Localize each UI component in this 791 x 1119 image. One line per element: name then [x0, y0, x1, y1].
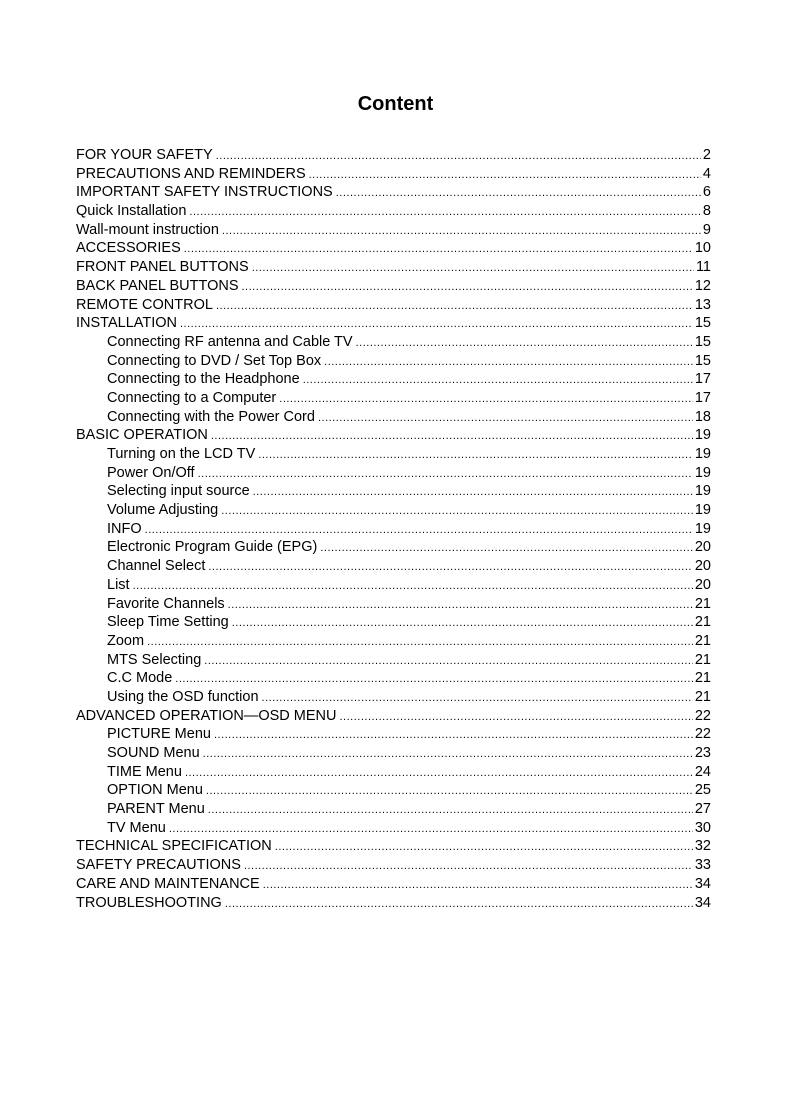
toc-entry-label: INFO [107, 520, 142, 537]
toc-dot-leader [208, 801, 693, 819]
toc-entry [76, 426, 711, 445]
toc-entry-page-number: 15 [694, 352, 711, 369]
toc-entry [76, 352, 711, 371]
toc-dot-leader [208, 558, 693, 576]
toc-dot-leader [320, 539, 693, 557]
toc-entry-label: Connecting with the Power Cord [107, 408, 315, 425]
toc-dot-leader [211, 427, 693, 445]
toc-entry-label: Connecting RF antenna and Cable TV [107, 333, 353, 350]
toc-entry-page-number: 17 [694, 389, 711, 406]
toc-entry-page-number: 30 [694, 819, 711, 836]
toc-entry [76, 464, 711, 483]
toc-entry [76, 763, 711, 782]
toc-entry-page-number: 19 [694, 520, 711, 537]
toc-entry-label: REMOTE CONTROL [76, 296, 213, 313]
toc-entry-page-number: 10 [694, 240, 711, 257]
toc-entry [76, 819, 711, 838]
toc-entry-page-number: 21 [694, 614, 711, 631]
toc-dot-leader [222, 222, 701, 240]
toc-entry-label: TV Menu [107, 819, 166, 836]
toc-dot-leader [216, 147, 701, 165]
toc-entry [76, 314, 711, 333]
toc-entry-page-number: 13 [694, 296, 711, 313]
toc-entry-label: Connecting to the Headphone [107, 371, 300, 388]
toc-dot-leader [214, 726, 693, 744]
toc-dot-leader [309, 166, 701, 184]
toc-entry [76, 370, 711, 389]
toc-entry-label: Quick Installation [76, 203, 187, 220]
toc-dot-leader [133, 577, 693, 595]
toc-dot-leader [147, 633, 693, 651]
toc-entry-label: Connecting to a Computer [107, 389, 277, 406]
toc-dot-leader [263, 876, 693, 894]
toc-entry-page-number: 2 [702, 147, 711, 163]
toc-dot-leader [185, 764, 693, 782]
toc-entry-label: ACCESSORIES [76, 240, 181, 257]
toc-entry-label: Volume Adjusting [107, 502, 219, 519]
toc-entry-label: FOR YOUR SAFETY [76, 147, 213, 163]
toc-entry-page-number: 19 [694, 464, 711, 481]
toc-entry [76, 875, 711, 894]
toc-entry-page-number: 8 [702, 203, 711, 220]
toc-entry-label: Connecting to DVD / Set Top Box [107, 352, 322, 369]
toc-entry-page-number: 21 [694, 651, 711, 668]
toc-dot-leader [145, 521, 693, 539]
toc-entry-page-number: 9 [702, 221, 711, 238]
toc-entry-page-number: 20 [694, 576, 711, 593]
table-of-contents [76, 146, 711, 912]
toc-dot-leader [262, 689, 693, 707]
toc-dot-leader [198, 465, 693, 483]
toc-entry-label: Sleep Time Setting [107, 614, 229, 631]
toc-dot-leader [336, 184, 701, 202]
toc-entry [76, 389, 711, 408]
toc-entry-label: Electronic Program Guide (EPG) [107, 539, 318, 556]
toc-entry-page-number: 22 [694, 707, 711, 724]
toc-entry [76, 613, 711, 632]
toc-dot-leader [324, 353, 693, 371]
toc-entry-page-number: 27 [694, 801, 711, 818]
toc-dot-leader [252, 259, 694, 277]
toc-entry [76, 894, 711, 913]
toc-entry [76, 595, 711, 614]
toc-entry-page-number: 17 [694, 371, 711, 388]
toc-entry [76, 258, 711, 277]
toc-dot-leader [318, 409, 693, 427]
toc-entry-label: BACK PANEL BUTTONS [76, 277, 239, 294]
toc-entry-page-number: 4 [702, 165, 711, 182]
toc-dot-leader [225, 895, 693, 913]
toc-entry-label: IMPORTANT SAFETY INSTRUCTIONS [76, 184, 333, 201]
toc-entry-label: Selecting input source [107, 483, 250, 500]
toc-entry [76, 239, 711, 258]
toc-entry-label: MTS Selecting [107, 651, 202, 668]
toc-dot-leader [206, 782, 693, 800]
toc-entry-page-number: 11 [695, 259, 711, 276]
toc-entry-page-number: 18 [694, 408, 711, 425]
toc-entry-label: Turning on the LCD TV [107, 446, 256, 462]
toc-entry-page-number: 19 [694, 446, 711, 462]
toc-dot-leader [232, 614, 693, 632]
toc-entry [76, 837, 711, 856]
toc-dot-leader [228, 596, 693, 614]
toc-entry-page-number: 20 [694, 558, 711, 575]
toc-entry-label: Zoom [107, 632, 145, 649]
toc-entry-page-number: 34 [694, 894, 711, 911]
toc-entry-page-number: 34 [694, 875, 711, 892]
toc-dot-leader [184, 240, 693, 258]
page-title: Content [357, 93, 434, 115]
toc-dot-leader [216, 297, 693, 315]
toc-entry-page-number: 19 [694, 427, 711, 444]
toc-entry-label: PARENT Menu [107, 801, 205, 818]
toc-dot-leader [221, 502, 693, 520]
toc-entry [76, 632, 711, 651]
toc-entry [76, 557, 711, 576]
toc-dot-leader [242, 278, 693, 296]
toc-entry-page-number: 20 [694, 539, 711, 556]
toc-entry [76, 202, 711, 221]
toc-entry [76, 183, 711, 202]
toc-entry-label: Using the OSD function [107, 688, 259, 705]
toc-entry [76, 781, 711, 800]
toc-entry [76, 333, 711, 352]
toc-entry [76, 725, 711, 744]
toc-entry [76, 482, 711, 501]
toc-entry-page-number: 19 [694, 483, 711, 500]
toc-entry [76, 520, 711, 539]
toc-entry-page-number: 25 [694, 782, 711, 799]
toc-dot-leader [275, 838, 693, 856]
toc-entry-page-number: 21 [694, 688, 711, 705]
toc-dot-leader [169, 820, 693, 838]
toc-entry [76, 296, 711, 315]
toc-entry-page-number: 24 [694, 763, 711, 780]
toc-entry-label: SAFETY PRECAUTIONS [76, 857, 241, 874]
toc-entry-label: INSTALLATION [76, 315, 177, 332]
toc-entry [76, 221, 711, 240]
toc-dot-leader [303, 371, 693, 389]
toc-dot-leader [258, 446, 693, 464]
toc-entry [76, 707, 711, 726]
toc-entry [76, 800, 711, 819]
toc-entry [76, 146, 711, 165]
toc-entry-label: List [107, 576, 130, 593]
toc-entry [76, 277, 711, 296]
toc-entry-label: SOUND Menu [107, 745, 200, 761]
toc-entry-label: C.C Mode [107, 670, 173, 687]
toc-dot-leader [189, 203, 701, 221]
toc-entry-page-number: 23 [694, 745, 711, 761]
toc-entry-label: TROUBLESHOOTING [76, 894, 222, 911]
toc-entry-page-number: 21 [694, 595, 711, 612]
toc-entry-label: PICTURE Menu [107, 726, 211, 743]
toc-entry [76, 688, 711, 707]
toc-entry-label: PRECAUTIONS AND REMINDERS [76, 165, 306, 182]
toc-dot-leader [180, 315, 693, 333]
toc-dot-leader [204, 652, 693, 670]
toc-entry-page-number: 21 [694, 632, 711, 649]
toc-entry [76, 408, 711, 427]
toc-entry-label: CARE AND MAINTENANCE [76, 875, 260, 892]
toc-dot-leader [244, 857, 693, 875]
toc-dot-leader [175, 670, 693, 688]
toc-entry-page-number: 33 [694, 857, 711, 874]
toc-entry-page-number: 15 [694, 333, 711, 350]
toc-entry-page-number: 22 [694, 726, 711, 743]
toc-entry-label: BASIC OPERATION [76, 427, 208, 444]
toc-entry-page-number: 12 [694, 277, 711, 294]
toc-entry [76, 501, 711, 520]
toc-entry-label: Channel Select [107, 558, 206, 575]
toc-entry [76, 445, 711, 464]
toc-entry-page-number: 32 [694, 838, 711, 855]
toc-entry-label: Power On/Off [107, 464, 195, 481]
toc-entry-page-number: 6 [702, 184, 711, 201]
toc-entry-label: Wall-mount instruction [76, 221, 219, 238]
toc-entry [76, 856, 711, 875]
toc-entry [76, 669, 711, 688]
toc-dot-leader [356, 334, 693, 352]
toc-entry [76, 538, 711, 557]
toc-entry-label: FRONT PANEL BUTTONS [76, 259, 249, 276]
toc-dot-leader [203, 745, 693, 763]
toc-entry [76, 165, 711, 184]
toc-entry [76, 744, 711, 763]
toc-entry [76, 651, 711, 670]
toc-entry-label: OPTION Menu [107, 782, 203, 799]
toc-entry-label: TIME Menu [107, 763, 182, 780]
toc-dot-leader [340, 708, 693, 726]
toc-entry-page-number: 21 [694, 670, 711, 687]
toc-dot-leader [253, 483, 693, 501]
toc-entry-label: Favorite Channels [107, 595, 225, 612]
toc-entry-page-number: 19 [694, 502, 711, 519]
toc-entry-page-number: 15 [694, 315, 711, 332]
toc-entry-label: ADVANCED OPERATION—OSD MENU [76, 707, 337, 724]
toc-dot-leader [279, 390, 693, 408]
toc-entry [76, 576, 711, 595]
toc-entry-label: TECHNICAL SPECIFICATION [76, 838, 272, 855]
